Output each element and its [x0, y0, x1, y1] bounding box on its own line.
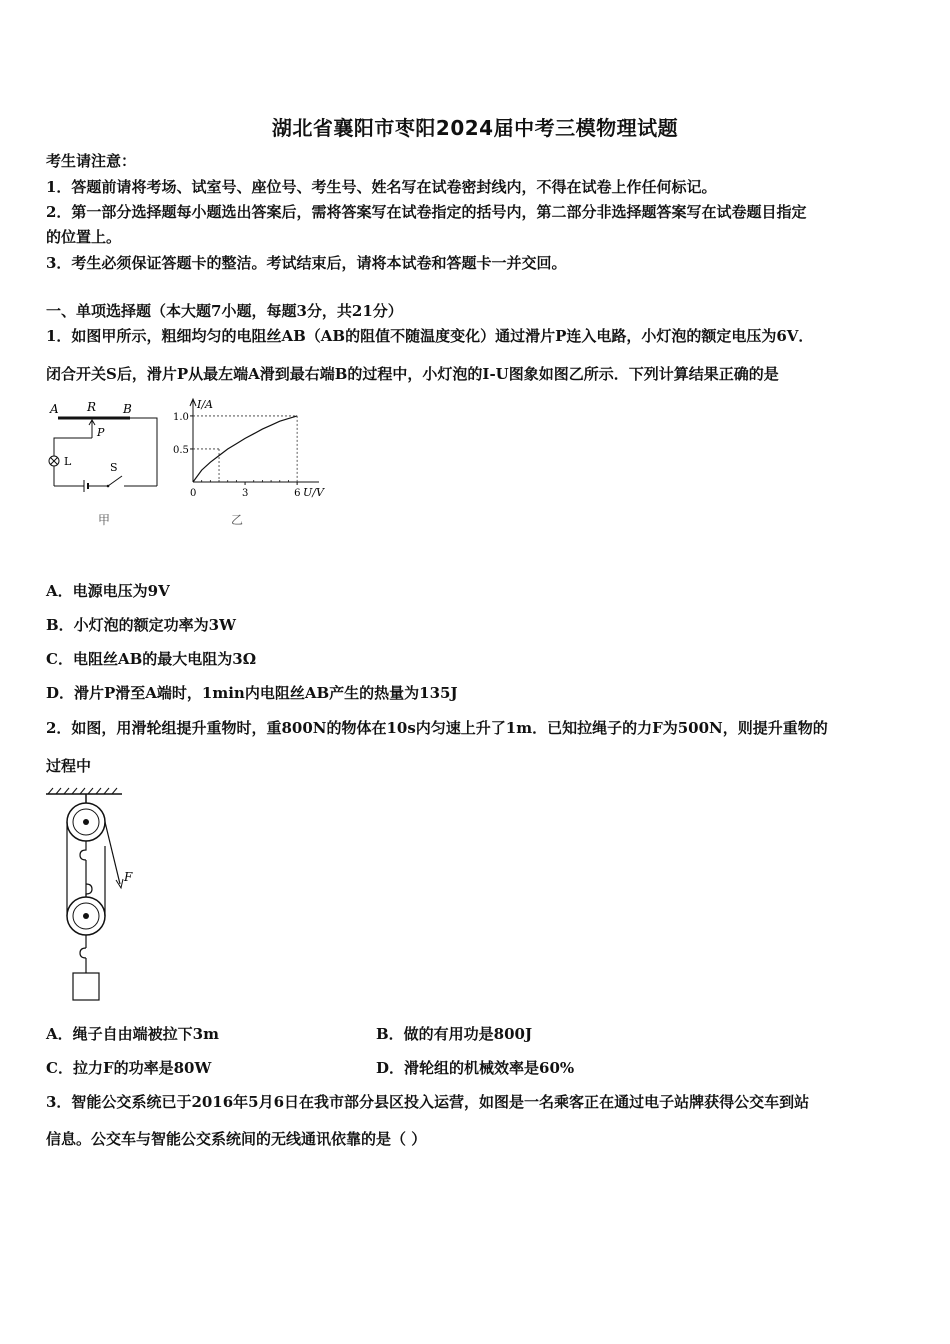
- label-l: L: [64, 455, 72, 468]
- switch-icon: [108, 476, 122, 486]
- q2-option-c: C．拉力F的功率是80W: [46, 1059, 212, 1077]
- x-tick-label: 6: [294, 488, 301, 499]
- iu-curve: [193, 416, 297, 482]
- pulley-diagram: [40, 786, 150, 1004]
- q1-option-c: C．电阻丝AB的最大电阻为3Ω: [46, 650, 257, 668]
- label-r: R: [87, 400, 97, 414]
- q1-option-b: B．小灯泡的额定功率为3W: [46, 616, 236, 634]
- label-a: A: [50, 402, 59, 416]
- question-3-stem-cont: 信息。公交车与智能公交系统间的无线通讯依靠的是（ ）: [46, 1130, 427, 1148]
- page-title: 湖北省襄阳市枣阳2024届中考三模物理试题: [271, 116, 679, 140]
- q2-option-d: D．滑轮组的机械效率是60%: [376, 1059, 575, 1077]
- section-heading: 一、单项选择题（本大题7小题，每题3分，共21分）: [46, 302, 403, 320]
- caption-yi: 乙: [231, 513, 244, 527]
- question-2-stem: 2．如图，用滑轮组提升重物时，重800N的物体在10s内匀速上升了1m．已知拉绳子的力F为500N，则提升重物的: [46, 719, 828, 737]
- question-2-stem-cont: 过程中: [46, 757, 92, 775]
- x-axis-label: U/V: [303, 486, 324, 499]
- notice-heading: 考生请注意：: [46, 152, 137, 170]
- free-rope: [105, 822, 120, 884]
- question-1-stem-cont: 闭合开关S后，滑片P从最左端A滑到最右端B的过程中，小灯泡的I-U图象如图乙所示．下列计算结果正确的是: [46, 365, 779, 383]
- y-tick-label: 1.0: [173, 411, 189, 423]
- q1-option-d: D．滑片P滑至A端时，1min内电阻丝AB产生的热量为135J: [46, 684, 458, 702]
- y-axis-label: I/A: [197, 398, 213, 411]
- label-s: S: [110, 461, 118, 474]
- question-1-stem: 1．如图甲所示，粗细均匀的电阻丝AB（AB的阻值不随温度变化）通过滑片P连入电路，小灯泡的额定电压为6V．: [46, 327, 814, 345]
- notice-item: 的位置上。: [46, 228, 122, 246]
- x-tick-label: 0: [190, 488, 197, 499]
- label-b: B: [123, 402, 132, 416]
- circuit-diagram: [40, 396, 170, 531]
- question-3-stem: 3．智能公交系统已于2016年5月6日在我市部分县区投入运营，如图是一名乘客正在通过电子站牌获得公交车到站: [46, 1093, 810, 1111]
- q2-option-b: B．做的有用功是800J: [376, 1025, 533, 1043]
- iu-chart: [165, 396, 340, 531]
- q2-option-a: A．绳子自由端被拉下3m: [46, 1025, 219, 1043]
- y-tick-label: 0.5: [173, 444, 189, 456]
- caption-jia: 甲: [98, 513, 111, 527]
- label-p: P: [97, 426, 105, 439]
- notice-item: 3．考生必须保证答题卡的整洁。考试结束后，请将本试卷和答题卡一并交回。: [46, 254, 567, 272]
- q1-option-a: A．电源电压为9V: [46, 582, 170, 600]
- x-tick-label: 3: [242, 488, 249, 499]
- force-label: F: [124, 870, 133, 884]
- notice-item: 1．答题前请将考场、试室号、座位号、考生号、姓名写在试卷密封线内，不得在试卷上作任何标记。: [46, 178, 717, 196]
- notice-item: 2．第一部分选择题每小题选出答案后，需将答案写在试卷指定的括号内，第二部分非选择题答案写在试卷题目指定: [46, 203, 807, 221]
- weight-block: [73, 973, 99, 1000]
